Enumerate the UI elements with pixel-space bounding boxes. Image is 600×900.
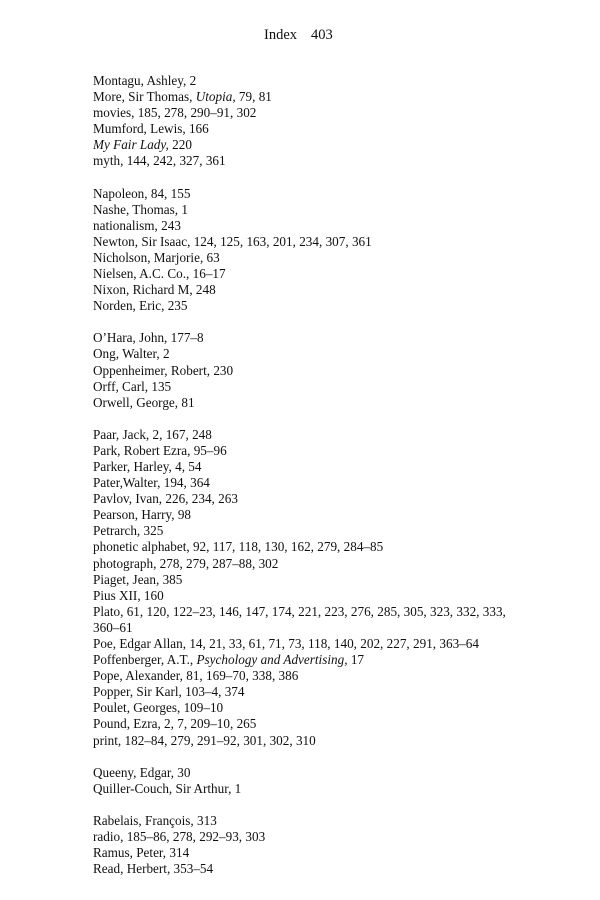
index-entry: myth, 144, 242, 327, 361 <box>93 153 226 169</box>
index-entry: Nixon, Richard M, 248 <box>93 282 216 298</box>
index-entry: Mumford, Lewis, 166 <box>93 121 209 137</box>
index-entry: Popper, Sir Karl, 103–4, 374 <box>93 684 245 700</box>
index-entry: Nashe, Thomas, 1 <box>93 201 188 217</box>
index-entry: Poulet, Georges, 109–10 <box>93 700 224 716</box>
index-entry: Nicholson, Marjorie, 63 <box>93 249 220 265</box>
index-entry: Rabelais, François, 313 <box>93 812 217 828</box>
index-entry: radio, 185–86, 278, 292–93, 303 <box>93 828 266 844</box>
index-letter-group <box>93 73 513 170</box>
running-head-title: Index <box>264 27 298 43</box>
index-entry: Montagu, Ashley, 2 <box>93 73 197 88</box>
index-entry-text: Poffenberger, A.T., <box>93 652 197 668</box>
index-entry: Oppenheimer, Robert, 230 <box>93 362 234 378</box>
index-entry <box>93 652 513 668</box>
index-letter-group <box>93 186 513 315</box>
index-entry: Poe, Edgar Allan, 14, 21, 33, 61, 71, 73, 118, 140, 202, 227, 291, 363–64 <box>93 636 479 651</box>
index-entry-pages: 17 <box>347 652 364 668</box>
index-entry-pages: 220 <box>168 137 192 153</box>
index-entry: Orwell, George, 81 <box>93 394 195 410</box>
index-entry: Read, Herbert, 353–54 <box>93 861 214 877</box>
index-entry: Nielsen, A.C. Co., 16–17 <box>93 266 226 282</box>
index-body <box>93 73 513 893</box>
index-letter-group <box>93 765 513 797</box>
index-entry-pages: 79, 81 <box>235 89 272 105</box>
index-entry-italic-title: Utopia, <box>195 89 236 105</box>
index-entry: Ong, Walter, 2 <box>93 346 170 362</box>
page-number: 403 <box>311 27 333 43</box>
index-entry: Pound, Ezra, 2, 7, 209–10, 265 <box>93 716 257 732</box>
index-entry: Newton, Sir Isaac, 124, 125, 163, 201, 234, 307, 361 <box>93 233 372 249</box>
index-entry: O’Hara, John, 177–8 <box>93 330 204 346</box>
index-entry: print, 182–84, 279, 291–92, 301, 302, 310 <box>93 732 316 748</box>
index-entry: Queeny, Edgar, 30 <box>93 764 191 780</box>
index-letter-group <box>93 427 513 749</box>
index-entry: Plato, 61, 120, 122–23, 146, 147, 174, 221, 223, 276, 285, 305, 323, 332, 333, 360–61 <box>93 603 506 635</box>
index-entry: Pope, Alexander, 81, 169–70, 338, 386 <box>93 668 299 684</box>
index-entry-italic-title: Psychology and Advertising, <box>196 652 348 668</box>
index-entry: Orff, Carl, 135 <box>93 378 172 394</box>
index-entry: Piaget, Jean, 385 <box>93 571 183 587</box>
index-entry: Norden, Eric, 235 <box>93 298 188 314</box>
index-entry <box>93 89 513 105</box>
index-entry: Ramus, Peter, 314 <box>93 845 190 861</box>
index-entry: Pearson, Harry, 98 <box>93 507 192 523</box>
index-entry-italic-title: My Fair Lady, <box>93 137 169 153</box>
index-entry: Quiller-Couch, Sir Arthur, 1 <box>93 780 242 796</box>
index-entry: movies, 185, 278, 290–91, 302 <box>93 105 257 121</box>
index-entry: Park, Robert Ezra, 95–96 <box>93 442 227 458</box>
index-entry: phonetic alphabet, 92, 117, 118, 130, 162, 279, 284–85 <box>93 539 384 555</box>
index-entry: Petrarch, 325 <box>93 523 164 539</box>
index-entry: nationalism, 243 <box>93 217 181 233</box>
index-entry: Parker, Harley, 4, 54 <box>93 458 202 474</box>
index-entry: Paar, Jack, 2, 167, 248 <box>93 426 212 442</box>
index-entry: Napoleon, 84, 155 <box>93 185 191 201</box>
index-entry: Pius XII, 160 <box>93 587 164 603</box>
index-entry: photograph, 278, 279, 287–88, 302 <box>93 555 279 571</box>
index-entry: Pater,Walter, 194, 364 <box>93 475 210 491</box>
index-entry: Pavlov, Ivan, 226, 234, 263 <box>93 491 238 507</box>
index-entry <box>93 137 513 153</box>
index-letter-group <box>93 813 513 877</box>
index-letter-group <box>93 330 513 410</box>
index-entry-text: More, Sir Thomas, <box>93 89 196 105</box>
